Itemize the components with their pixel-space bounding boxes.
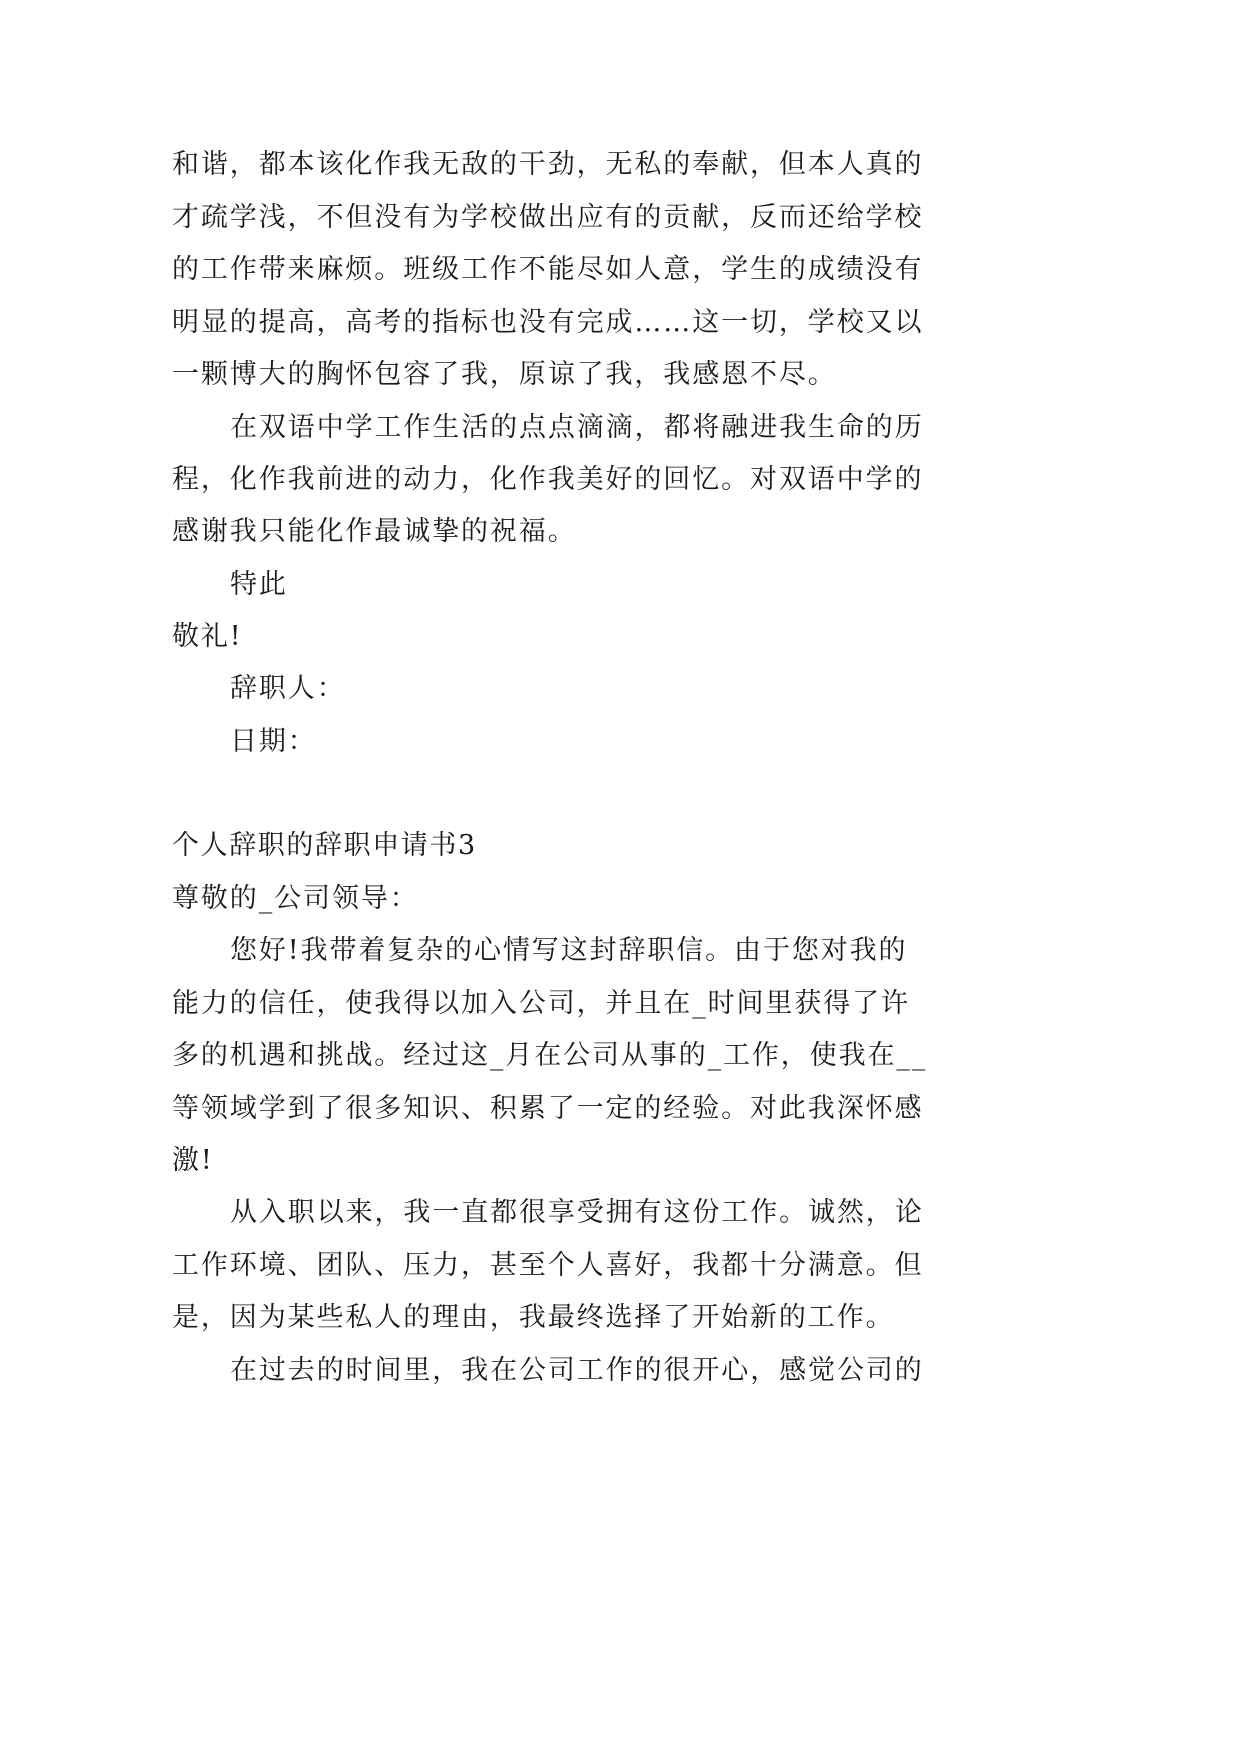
paragraph-line: 在双语中学工作生活的点点滴滴，都将融进我生命的历 — [230, 412, 924, 443]
paragraph-line: 激! — [172, 1145, 214, 1176]
paragraph-line: 才疏学浅，不但没有为学校做出应有的贡献，反而还给学校 — [172, 202, 924, 233]
paragraph-line: 程，化作我前进的动力，化作我美好的回忆。对双语中学的 — [172, 464, 924, 495]
paragraph-line: 从入职以来，我一直都很享受拥有这份工作。诚然，论 — [230, 1197, 924, 1228]
paragraph-line: 您好!我带着复杂的心情写这封辞职信。由于您对我的 — [230, 935, 908, 966]
paragraph-line: 一颗博大的胸怀包容了我，原谅了我，我感恩不尽。 — [172, 359, 837, 390]
paragraph-line: 的工作带来麻烦。班级工作不能尽如人意，学生的成绩没有 — [172, 254, 924, 285]
resigner-label: 辞职人： — [230, 673, 346, 704]
salutation: 尊敬的_公司领导： — [172, 883, 419, 914]
paragraph-line: 多的机遇和挑战。经过这_月在公司从事的_工作，使我在__ — [172, 1040, 928, 1071]
paragraph-line: 工作环境、团队、压力，甚至个人喜好，我都十分满意。但 — [172, 1250, 924, 1281]
paragraph-line: 感谢我只能化作最诚挚的祝福。 — [172, 516, 577, 547]
paragraph-line: 是，因为某些私人的理由，我最终选择了开始新的工作。 — [172, 1302, 895, 1333]
paragraph-line: 能力的信任，使我得以加入公司，并且在_时间里获得了许 — [172, 988, 910, 1019]
paragraph-line: 明显的提高，高考的指标也没有完成……这一切，学校又以 — [172, 307, 924, 338]
paragraph-line: 等领域学到了很多知识、积累了一定的经验。对此我深怀感 — [172, 1093, 924, 1124]
date-label: 日期： — [230, 726, 317, 757]
section-title: 个人辞职的辞职申请书3 — [172, 830, 477, 861]
paragraph-line: 和谐，都本该化作我无敌的干劲，无私的奉献，但本人真的 — [172, 149, 924, 180]
salute-text: 敬礼! — [172, 621, 243, 652]
paragraph-line: 在过去的时间里，我在公司工作的很开心，感觉公司的 — [230, 1355, 924, 1386]
closing-text: 特此 — [230, 569, 288, 600]
